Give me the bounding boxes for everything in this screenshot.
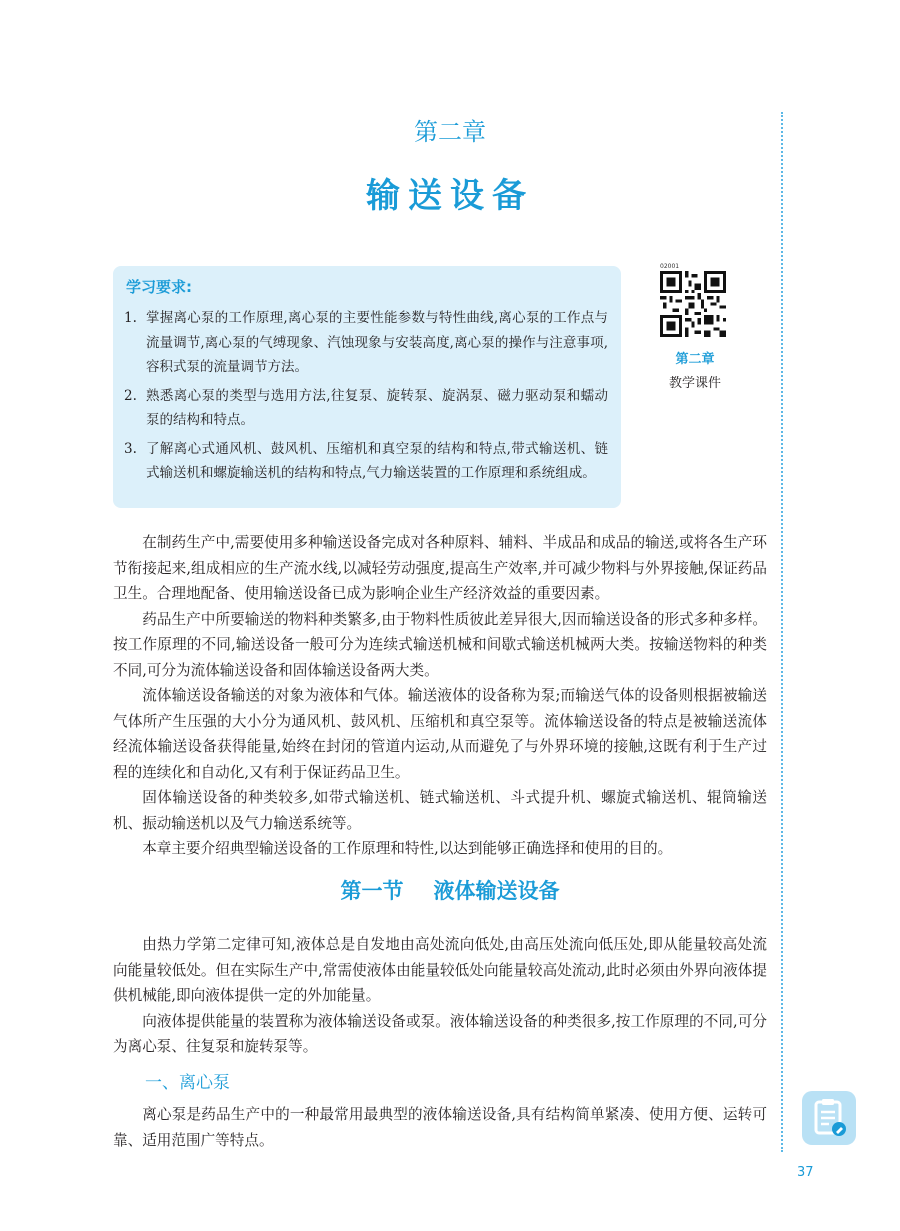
qr-caption-courseware: 教学课件 (668, 376, 721, 391)
paragraph: 药品生产中所要输送的物料种类繁多,由于物料性质彼此差异很大,因而输送设备的形式多种多样。按工作原理的不同,输送设备一般可分为连续式输送机械和间歇式输送机械两大类。按输送物料的种类不同,可分为流体输送设备和固体输送设备两大类。 (113, 610, 767, 679)
paragraph: 在制药生产中,需要使用多种输送设备完成对各种原料、辅料、半成品和成品的输送,或将各生产环节衔接起来,组成相应的生产流水线,以减轻劳动强度,提高生产效率,并可减少物料与外界接触,保证药品卫生。合理地配备、使用输送设备已成为影响企业生产经济效益的重要因素。 (113, 534, 767, 602)
page-number: 37 (797, 1165, 814, 1180)
intro-text (113, 530, 767, 862)
paragraph: 离心泵是药品生产中的一种最常用最典型的液体输送设备,具有结构简单紧凑、使用方便、运转可靠、适用范围广等特点。 (113, 1106, 767, 1149)
section-heading: 第一节 液体输送设备 (340, 879, 560, 903)
margin-dotted-line (781, 112, 783, 1152)
section-text (113, 932, 767, 1060)
requirements-title: 学习要求: (126, 278, 192, 296)
requirements-list (124, 306, 608, 490)
requirement-item: 3. 了解离心式通风机、鼓风机、压缩机和真空泵的结构和特点,带式输送机、链式输送机和螺旋输送机的结构和特点,气力输送装置的工作原理和系统组成。 (124, 440, 608, 481)
qr-caption-chapter: 第二章 (675, 352, 715, 367)
requirement-item: 2. 熟悉离心泵的类型与选用方法,往复泵、旋转泵、旋涡泵、磁力驱动泵和蠕动泵的结构和特点。 (124, 387, 608, 428)
paragraph: 由热力学第二定律可知,液体总是自发地由高处流向低处,由高压处流向低压处,即从能量较高处流向能量较低处。但在实际生产中,常需使液体由能量较低处向能量较高处流动,此时必须由外界向液体提供机械能,即向液体提供一定的外加能量。 (113, 936, 767, 1004)
notes-button[interactable] (802, 1091, 856, 1145)
clipboard-icon (802, 1091, 856, 1145)
qr-tag: 02001 (660, 263, 680, 270)
paragraph: 本章主要介绍典型输送设备的工作原理和特性,以达到能够正确选择和使用的目的。 (142, 840, 673, 857)
qr-code-icon[interactable] (660, 271, 726, 337)
subsection-text (113, 1102, 767, 1153)
paragraph: 固体输送设备的种类较多,如带式输送机、链式输送机、斗式提升机、螺旋式输送机、辊筒输送机、振动输送机以及气力输送系统等。 (113, 789, 767, 832)
chapter-title: 输送设备 (366, 176, 534, 216)
subsection-heading: 一、离心泵 (145, 1073, 230, 1093)
requirement-item: 1. 掌握离心泵的工作原理,离心泵的主要性能参数与特性曲线,离心泵的工作点与流量调节,离心泵的气缚现象、汽蚀现象与安装高度,离心泵的操作与注意事项,容积式泵的流量调节方法。 (124, 310, 608, 375)
paragraph: 流体输送设备输送的对象为液体和气体。输送液体的设备称为泵;而输送气体的设备则根据被输送气体所产生压强的大小分为通风机、鼓风机、压缩机和真空泵等。流体输送设备的特点是被输送流体经流体输送设备获得能量,始终在封闭的管道内运动,从而避免了与外界环境的接触,这既有利于生产过程的连续化和自动化,又有利于保证药品卫生。 (113, 687, 767, 781)
chapter-number: 第二章 (414, 118, 486, 146)
paragraph: 向液体提供能量的装置称为液体输送设备或泵。液体输送设备的种类很多,按工作原理的不同,可分为离心泵、往复泵和旋转泵等。 (113, 1012, 767, 1055)
